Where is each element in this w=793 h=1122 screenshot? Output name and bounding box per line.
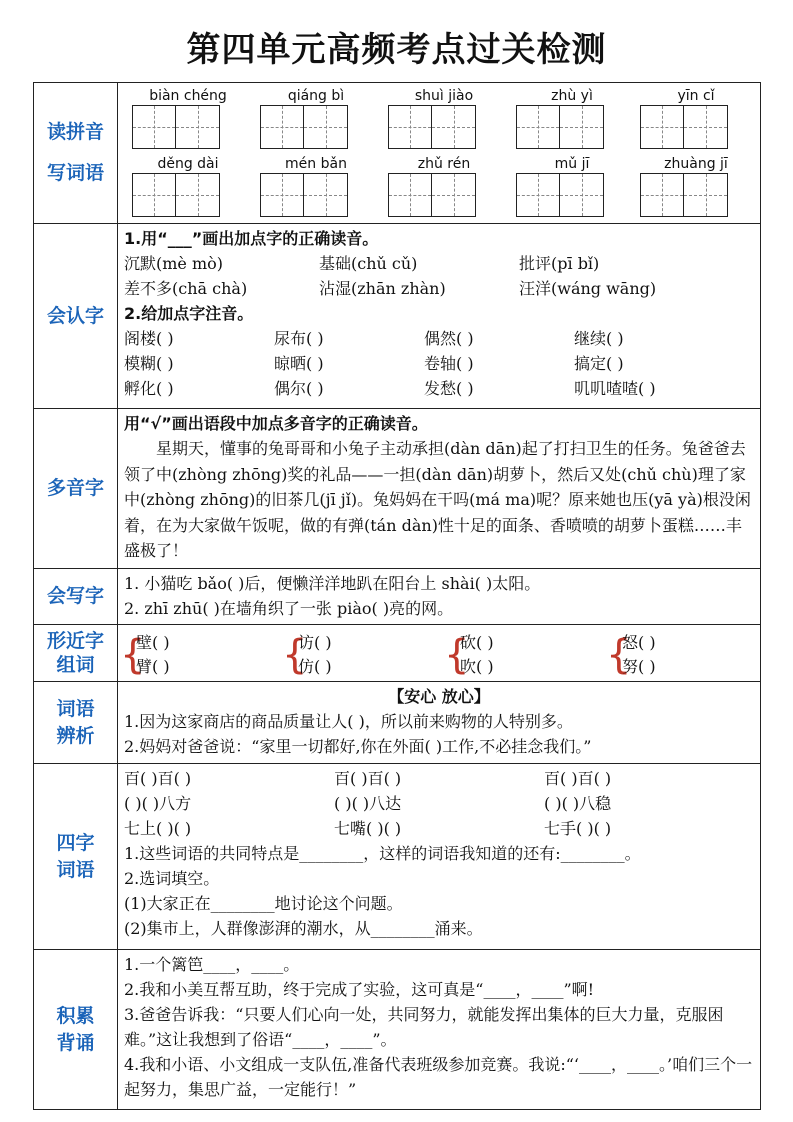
pinyin-item: biàn chéng: [132, 87, 244, 149]
worksheet-table: [33, 82, 761, 1110]
section-label-similar: 形近字 组词: [34, 625, 118, 682]
section-distinguish: [34, 682, 761, 764]
write-box[interactable]: [516, 173, 560, 217]
phonetic-row: 阁楼( ) 尿布( ) 偶然( ) 继续( ): [124, 329, 624, 348]
pinyin-item: shuì jiào: [388, 87, 500, 149]
idiom-row: 七上( )( ) 七嘴( )( ) 七手( )( ): [124, 819, 612, 838]
pinyin-item: zhuàng jī: [640, 155, 752, 217]
write-box[interactable]: [176, 173, 220, 217]
fill-line[interactable]: 2.我和小美互帮互助，终于完成了实验，这可真是“____，____”啊!: [124, 980, 595, 999]
section-label-write: 会写字: [34, 569, 118, 625]
similar-pair: { 砍( ) 吹( ): [444, 632, 494, 678]
pinyin-item: yīn cǐ: [640, 87, 752, 149]
word-options: 【安心 放心】: [388, 687, 490, 706]
idiom-row: 百( )百( ) 百( )百( ) 百( )百( ): [124, 769, 612, 788]
phonetic-row: 孵化( ) 偶尔( ) 发愁( ) 叽叽喳喳( ): [124, 379, 656, 398]
write-box[interactable]: [640, 173, 684, 217]
fill-line[interactable]: 1.一个篱笆____，____。: [124, 955, 300, 974]
section-similar: [34, 625, 761, 682]
section-label-recognize: 会认字: [34, 224, 118, 409]
pinyin-grid: [118, 83, 761, 224]
write-box[interactable]: [388, 105, 432, 149]
brace-icon: {: [120, 632, 146, 678]
write-box[interactable]: [304, 105, 348, 149]
write-box[interactable]: [560, 173, 604, 217]
fill-line[interactable]: 1.因为这家商店的商品质量让人( )，所以前来购物的人特别多。: [124, 712, 573, 731]
fill-line[interactable]: (2)集市上，人群像澎湃的潮水，从________涌来。: [124, 919, 483, 938]
write-box[interactable]: [560, 105, 604, 149]
pinyin-item: mén bǎn: [260, 155, 372, 217]
write-box[interactable]: [132, 105, 176, 149]
section-recognize: [34, 224, 761, 409]
section-write: [34, 569, 761, 625]
pinyin-item: zhù yì: [516, 87, 628, 149]
similar-pair: { 怒( ) 努( ): [606, 632, 656, 678]
write-box[interactable]: [516, 105, 560, 149]
section-label-polyphone: 多音字: [34, 409, 118, 569]
choice-row: 差不多(chā chà) 沾湿(zhān zhàn) 汪洋(wáng wāng): [124, 279, 657, 298]
write-box[interactable]: [432, 105, 476, 149]
fill-line[interactable]: 2.妈妈对爸爸说：“家里一切都好,你在外面( )工作,不必挂念我们。”: [124, 737, 592, 756]
brace-icon: {: [444, 632, 470, 678]
section-pinyin: [34, 83, 761, 224]
write-box[interactable]: [684, 173, 728, 217]
write-box[interactable]: [132, 173, 176, 217]
question-title: 1.用“___”画出加点字的正确读音。: [124, 229, 379, 248]
question-title: 2.给加点字注音。: [124, 304, 254, 323]
phonetic-row: 模糊( ) 晾晒( ) 卷轴( ) 搞定( ): [124, 354, 624, 373]
fill-line[interactable]: 3.爸爸告诉我：“只要人们心向一处，共同努力，就能发挥出集体的巨大力量，克服困难。”这让我想到了俗语“____，____”。: [124, 1005, 724, 1049]
write-box[interactable]: [304, 173, 348, 217]
pinyin-item: děng dài: [132, 155, 244, 217]
section-memorize: [34, 950, 761, 1110]
pinyin-item: mǔ jī: [516, 155, 628, 217]
write-box[interactable]: [260, 173, 304, 217]
write-box[interactable]: [640, 105, 684, 149]
fill-line[interactable]: 1. 小猫吃 bǎo( )后，便懒洋洋地趴在阳台上 shài( )太阳。: [124, 574, 541, 593]
section-label-memorize: 积累 背诵: [34, 950, 118, 1110]
question-title: 2.选词填空。: [124, 869, 220, 888]
section-label-distinguish: 词语 辨析: [34, 682, 118, 764]
similar-pair: { 访( ) 仿( ): [282, 632, 332, 678]
fill-line[interactable]: 4.我和小语、小文组成一支队伍,准备代表班级参加竞赛。我说:“‘____，____。’咱们三个一起努力，集思广益，一定能行！”: [124, 1055, 753, 1099]
write-box[interactable]: [432, 173, 476, 217]
fill-line[interactable]: (1)大家正在________地讨论这个问题。: [124, 894, 403, 913]
section-label-idioms: 四字 词语: [34, 764, 118, 950]
passage[interactable]: 星期天，懂事的兔哥哥和小兔子主动承担(dàn dān)起了打扫卫生的任务。兔爸爸去领了中(zhòng zhōng)奖的礼品——一担(dàn dān)胡萝卜，然后又处(chǔ chù)理了家中(zhòng zhōng)的旧茶几(jī jǐ)。兔妈妈在干吗(má ma)呢？原来她也压(yā yà)根没闲着，在为大家做午饭呢，做的有弹(tán dàn)性十足的面条、香喷喷的胡萝卜蛋糕……丰盛极了！: [124, 439, 751, 560]
section-idioms: [34, 764, 761, 950]
fill-line[interactable]: 1.这些词语的共同特点是________，这样的词语我知道的还有:________。: [124, 844, 641, 863]
page-title: 第四单元高频考点过关检测: [186, 30, 607, 70]
section-label-pinyin: 读拼音 写词语: [34, 83, 118, 224]
write-box[interactable]: [388, 173, 432, 217]
idiom-row: ( )( )八方 ( )( )八达 ( )( )八稳: [124, 794, 612, 813]
fill-line[interactable]: 2. zhī zhū( )在墙角织了一张 piào( )亮的网。: [124, 599, 454, 618]
write-box[interactable]: [176, 105, 220, 149]
choice-row: 沉默(mè mò) 基础(chǔ cǔ) 批评(pī bǐ): [124, 254, 600, 273]
pinyin-item: qiáng bì: [260, 87, 372, 149]
write-box[interactable]: [260, 105, 304, 149]
similar-pair: { 壁( ) 臂( ): [120, 632, 170, 678]
question-title: 用“√”画出语段中加点多音字的正确读音。: [124, 414, 428, 433]
write-box[interactable]: [684, 105, 728, 149]
pinyin-item: zhǔ rén: [388, 155, 500, 217]
brace-icon: {: [606, 632, 632, 678]
brace-icon: {: [282, 632, 308, 678]
section-polyphone: [34, 409, 761, 569]
